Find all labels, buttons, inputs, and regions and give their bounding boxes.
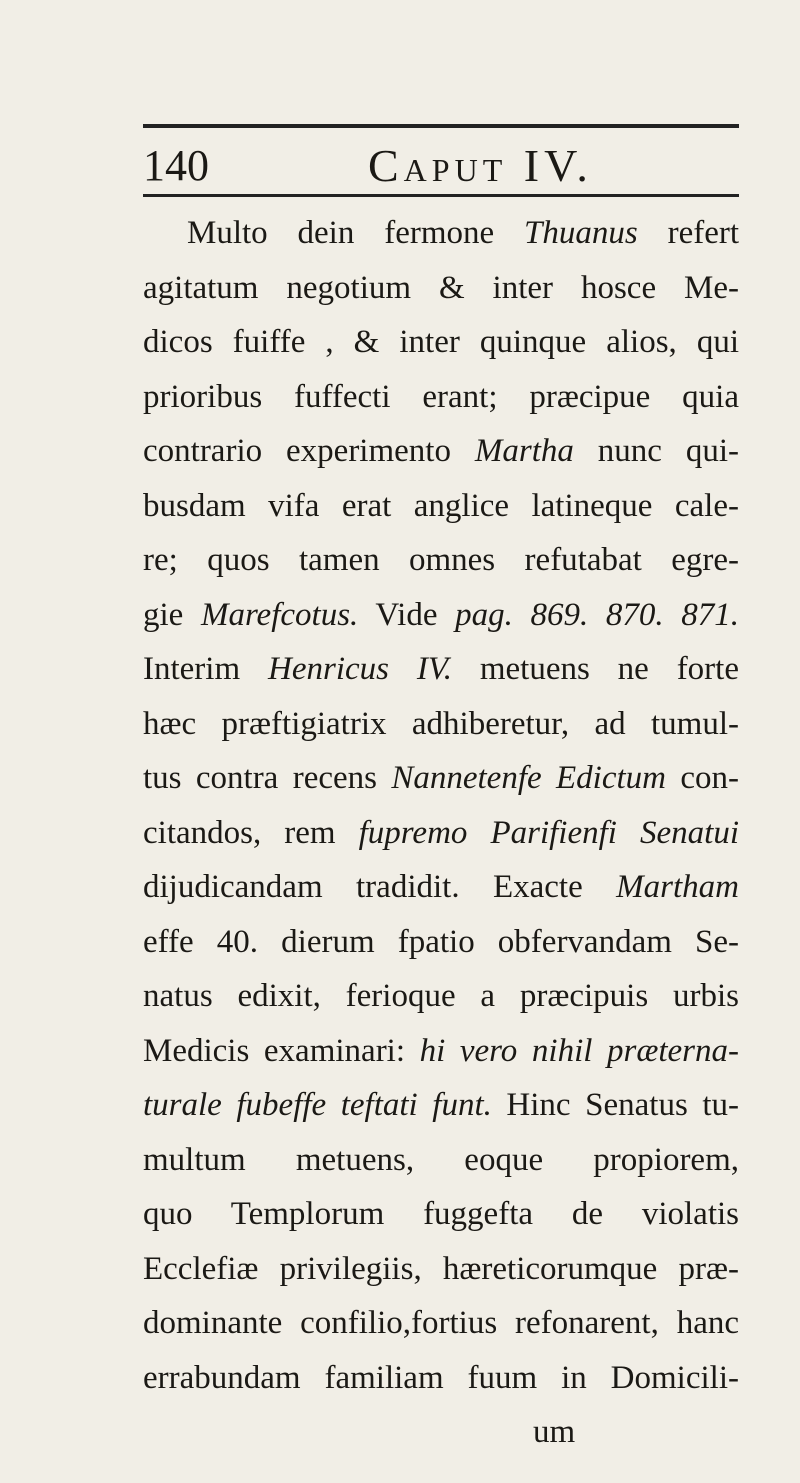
text-segment: Medicis examinari:: [143, 1032, 420, 1069]
text-segment: contrario experimento: [143, 433, 475, 469]
text-line: [143, 261, 739, 316]
text-line: [143, 1187, 739, 1242]
text-segment: Interim: [143, 651, 268, 687]
text-segment: busdam vifa erat anglice latineque cale-: [143, 487, 739, 524]
text-line: [143, 751, 739, 806]
text-line: [143, 1242, 739, 1297]
italic-text: Henricus IV.: [268, 651, 452, 687]
italic-text: Martham: [616, 869, 739, 905]
text-line: [143, 860, 739, 915]
text-line: [143, 697, 739, 752]
text-line: [143, 1351, 739, 1406]
text-segment: Ecclefiæ privilegiis, hæreticorumque præ-: [143, 1250, 739, 1287]
italic-text: Marefcotus.: [200, 596, 359, 633]
text-line: [143, 533, 739, 588]
page-header: [143, 138, 739, 198]
text-line: [143, 1078, 739, 1133]
body-text: [143, 206, 739, 1460]
text-segment: tus contra recens: [143, 760, 392, 796]
text-line: [143, 1133, 739, 1188]
text-line: [143, 370, 739, 425]
text-segment: hæc præftigiatrix adhiberetur, ad tumul-: [143, 705, 739, 742]
text-segment: dominante confilio,fortius refonarent, hanc: [143, 1305, 739, 1341]
text-segment: Multo dein fermone: [187, 215, 525, 251]
text-line: [143, 206, 739, 261]
page-number: 140: [143, 141, 209, 190]
text-segment: um: [533, 1414, 576, 1450]
text-segment: effe 40. dierum fpatio obfervandam Se-: [143, 923, 739, 960]
text-segment: Hinc Senatus tu-: [491, 1087, 740, 1123]
text-line: [143, 642, 739, 697]
text-line: [143, 806, 739, 861]
top-rule: [143, 124, 739, 128]
text-segment: Vide: [358, 596, 456, 633]
text-line: [143, 479, 739, 534]
italic-text: pag. 869. 870. 871.: [455, 596, 739, 633]
text-line: [143, 1024, 739, 1079]
text-segment: con-: [665, 760, 739, 796]
header-rule: [143, 194, 739, 197]
text-segment: quo Templorum fuggefta de violatis: [143, 1196, 739, 1232]
text-line: [143, 315, 739, 370]
running-head: Caput IV.: [368, 140, 593, 191]
text-line: [143, 1405, 739, 1460]
text-segment: natus edixit, ferioque a præcipuis urbis: [143, 978, 739, 1014]
text-segment: errabundam familiam fuum in Domicili-: [143, 1359, 739, 1396]
text-segment: prioribus fuffecti erant; præcipue quia: [143, 378, 739, 415]
text-segment: nunc qui-: [573, 433, 739, 469]
italic-text: Martha: [474, 433, 574, 469]
text-segment: re; quos tamen omnes refutabat egre-: [143, 542, 739, 578]
text-segment: gie: [143, 596, 201, 633]
italic-text: Thuanus: [524, 215, 638, 251]
text-line: [143, 969, 739, 1024]
italic-text: fupremo Parifienfi Senatui: [358, 814, 739, 851]
text-segment: agitatum negotium & inter hosce Me-: [143, 269, 739, 306]
italic-text: hi vero nihil præterna-: [419, 1032, 740, 1069]
text-segment: dijudicandam tradidit. Exacte: [143, 869, 617, 905]
text-segment: dicos fuiffe , & inter quinque alios, qui: [143, 324, 739, 360]
text-line: [143, 588, 739, 643]
text-line: [143, 1296, 739, 1351]
text-line: [143, 424, 739, 479]
text-line: [143, 915, 739, 970]
italic-text: Nannetenfe Edictum: [391, 760, 666, 796]
text-segment: metuens ne forte: [451, 651, 739, 687]
text-segment: citandos, rem: [143, 814, 359, 851]
text-segment: multum metuens, eoque propiorem,: [143, 1141, 739, 1178]
italic-text: turale fubeffe teftati funt.: [143, 1087, 492, 1123]
text-segment: refert: [637, 215, 740, 251]
